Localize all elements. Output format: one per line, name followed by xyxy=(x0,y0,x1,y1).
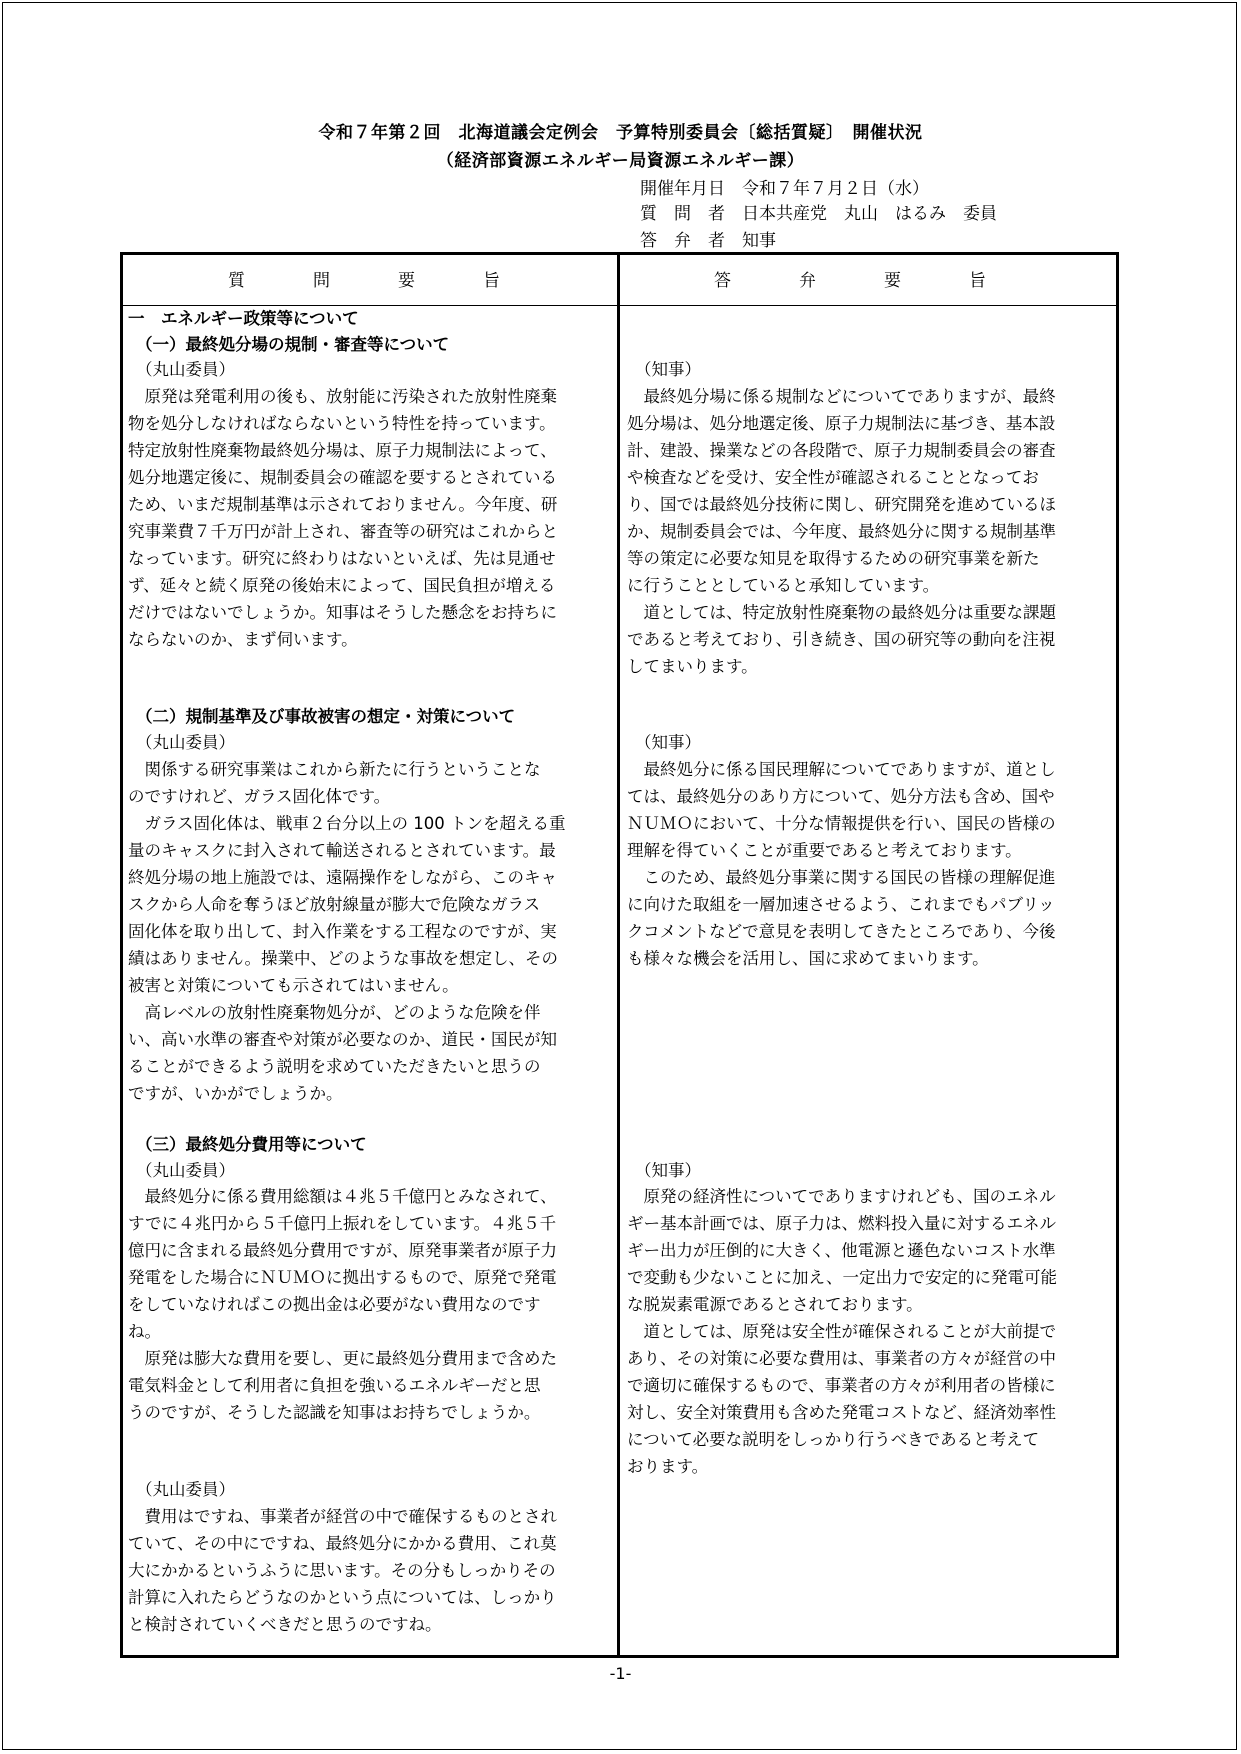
speaker-label: （丸山委員） xyxy=(136,360,235,379)
question-line: なっています。研究に終わりはないといえば、先は見通せ xyxy=(128,549,556,568)
answer-line: おります。 xyxy=(627,1457,709,1476)
question-column-heading: 質 問 要 旨 xyxy=(228,271,500,291)
answer-line: してまいります。 xyxy=(627,657,758,676)
question-line: ることができるよう説明を求めていただきたいと思うの xyxy=(128,1057,541,1076)
answer-line: ギー基本計画では、原子力は、燃料投入量に対するエネル xyxy=(627,1214,1056,1233)
answer-line: り、国では最終処分技術に関し、研究開発を進めているほ xyxy=(627,495,1056,514)
answer-line: 原発の経済性についてでありますけれども、国のエネル xyxy=(627,1187,1056,1206)
answer-line: について必要な説明をしっかり行うべきであると考えて xyxy=(627,1430,1040,1449)
answer-line: で変動も少ないことに加え、一定出力で安定的に発電可能 xyxy=(627,1268,1057,1287)
question-line: ね。 xyxy=(128,1322,161,1341)
question-line: のですけれど、ガラス固化体です。 xyxy=(128,787,391,806)
question-line: と検討されていくべきだと思うのですね。 xyxy=(128,1615,442,1634)
question-line: 原発は発電利用の後も、放射能に汚染された放射性廃棄 xyxy=(128,387,557,406)
question-line: をしていなければこの拠出金は必要がない費用なのです xyxy=(128,1295,541,1314)
question-line: ず、延々と続く原発の後始末によって、国民負担が増える xyxy=(128,576,556,595)
question-line: ガラス固化体は、戦車２台分以上の 100 トンを超える重 xyxy=(128,814,566,833)
question-line: 費用はですね、事業者が経営の中で確保するものとされ xyxy=(128,1507,557,1526)
question-line: 特定放射性廃棄物最終処分場は、原子力規制法によって、 xyxy=(128,441,557,460)
question-line: 高レベルの放射性廃棄物処分が、どのような危険を伴 xyxy=(128,1003,541,1022)
question-line: ため、いまだ規制基準は示されておりません。今年度、研 xyxy=(128,495,558,514)
question-line: すでに４兆円から５千億円上振れをしています。４兆５千 xyxy=(128,1214,557,1233)
column-divider xyxy=(617,252,620,1658)
answer-line: クコメントなどで意見を表明してきたところであり、今後 xyxy=(627,922,1056,941)
answer-line: な脱炭素電源であるとされております。 xyxy=(627,1295,923,1314)
answer-line: 最終処分に係る国民理解についてでありますが、道とし xyxy=(627,760,1056,779)
answer-line: に行うこととしていると承知しています。 xyxy=(627,576,940,595)
question-line: ていて、その中にですね、最終処分にかかる費用、これ莫 xyxy=(128,1534,557,1553)
answer-line: や検査などを受け、安全性が確認されることとなってお xyxy=(627,468,1039,487)
answer-line: も様々な機会を活用し、国に求めてまいります。 xyxy=(627,949,989,968)
page-number: -1- xyxy=(609,1664,632,1683)
speaker-label: （丸山委員） xyxy=(136,1161,235,1180)
question-line: 電気料金として利用者に負担を強いるエネルギーだと思 xyxy=(128,1376,541,1395)
document-title: 令和７年第２回 北海道議会定例会 予算特別委員会〔総括質疑〕 開催状況 xyxy=(318,123,923,143)
answer-line: あり、その対策に必要な費用は、事業者の方々が経営の中 xyxy=(627,1349,1056,1368)
question-line: 発電をした場合にＮＵＭＯに拠出するもので、原発で発電 xyxy=(128,1268,557,1287)
answer-line: ＮＵＭＯにおいて、十分な情報提供を行い、国民の皆様の xyxy=(627,814,1056,833)
answer-line: 最終処分場に係る規制などについてでありますが、最終 xyxy=(627,387,1056,406)
answer-line: 理解を得ていくことが重要であると考えております。 xyxy=(627,841,1022,860)
question-line: 終処分場の地上施設では、遠隔操作をしながら、このキャ xyxy=(128,868,557,887)
answer-line: で適切に確保するもので、事業者の方々が利用者の皆様に xyxy=(627,1376,1056,1395)
question-line: 億円に含まれる最終処分費用ですが、原発事業者が原子力 xyxy=(128,1241,557,1260)
question-line: 処分地選定後に、規制委員会の確認を要するとされている xyxy=(128,468,557,487)
speaker-label: （丸山委員） xyxy=(136,1480,235,1499)
answer-line: 等の策定に必要な知見を取得するための研究事業を新た xyxy=(627,549,1040,568)
answer-line: 処分場は、処分地選定後、原子力規制法に基づき、基本設 xyxy=(627,414,1056,433)
question-line: だけではないでしょうか。知事はそうした懸念をお持ちに xyxy=(128,603,557,622)
section-heading: 一 エネルギー政策等について xyxy=(128,309,359,328)
answer-line: このため、最終処分事業に関する国民の皆様の理解促進 xyxy=(627,868,1056,887)
question-line: スクから人命を奪うほど放射線量が膨大で危険なガラス xyxy=(128,895,541,914)
speaker-label: （知事） xyxy=(635,360,701,379)
answer-line: に向けた取組を一層加速させるよう、これまでもパブリッ xyxy=(627,895,1055,914)
answer-line: であると考えており、引き続き、国の研究等の動向を注視 xyxy=(627,630,1056,649)
question-line: 大にかかるというふうに思います。その分もしっかりその xyxy=(128,1561,556,1580)
answer-line: ギー出力が圧倒的に大きく、他電源と遜色ないコスト水準 xyxy=(627,1241,1056,1260)
question-line: うのですが、そうした認識を知事はお持ちでしょうか。 xyxy=(128,1403,541,1422)
question-line: 物を処分しなければならないという特性を持っています。 xyxy=(128,414,556,433)
question-line: い、高い水準の審査や対策が必要なのか、道民・国民が知 xyxy=(128,1030,557,1049)
subsection-heading: （三）最終処分費用等について xyxy=(136,1135,367,1154)
question-line: 績はありません。操業中、どのような事故を想定し、その xyxy=(128,949,558,968)
question-line: 原発は膨大な費用を要し、更に最終処分費用まで含めた xyxy=(128,1349,557,1368)
answerer: 答 弁 者 知事 xyxy=(640,231,776,251)
answer-line: 道としては、原発は安全性が確保されることが大前提で xyxy=(627,1322,1056,1341)
session-date: 開催年月日 令和７年７月２日（水） xyxy=(640,179,929,199)
question-line: 固化体を取り出して、封入作業をする工程なのですが、実 xyxy=(128,922,557,941)
answer-line: 対し、安全対策費用も含めた発電コストなど、経済効率性 xyxy=(627,1403,1056,1422)
document-subtitle: （経済部資源エネルギー局資源エネルギー課） xyxy=(436,151,805,171)
question-line: 計算に入れたらどうなのかという点については、しっかり xyxy=(128,1588,557,1607)
subsection-heading: （二）規制基準及び事故被害の想定・対策について xyxy=(136,707,516,726)
answer-line: 計、建設、操業などの各段階で、原子力規制委員会の審査 xyxy=(627,441,1056,460)
speaker-label: （知事） xyxy=(635,733,701,752)
question-line: 被害と対策についても示されてはいません。 xyxy=(128,976,459,995)
question-line: 関係する研究事業はこれから新たに行うということな xyxy=(128,760,541,779)
question-line: 最終処分に係る費用総額は４兆５千億円とみなされて、 xyxy=(128,1187,557,1206)
questioner: 質 問 者 日本共産党 丸山 はるみ 委員 xyxy=(640,204,997,224)
subsection-heading: （一）最終処分場の規制・審査等について xyxy=(136,335,450,354)
header-divider xyxy=(120,305,1119,306)
answer-column-heading: 答 弁 要 旨 xyxy=(714,271,986,291)
answer-line: 道としては、特定放射性廃棄物の最終処分は重要な課題 xyxy=(627,603,1056,622)
question-line: 量のキャスクに封入されて輸送されるとされています。最 xyxy=(128,841,556,860)
speaker-label: （丸山委員） xyxy=(136,733,235,752)
question-line: 究事業費７千万円が計上され、審査等の研究はこれからと xyxy=(128,522,558,541)
question-line: ならないのか、まず伺います。 xyxy=(128,630,358,649)
answer-line: か、規制委員会では、今年度、最終処分に関する規制基準 xyxy=(627,522,1056,541)
answer-line: ては、最終処分のあり方について、処分方法も含め、国や xyxy=(627,787,1055,806)
question-line: ですが、いかがでしょうか。 xyxy=(128,1084,343,1103)
speaker-label: （知事） xyxy=(635,1161,701,1180)
